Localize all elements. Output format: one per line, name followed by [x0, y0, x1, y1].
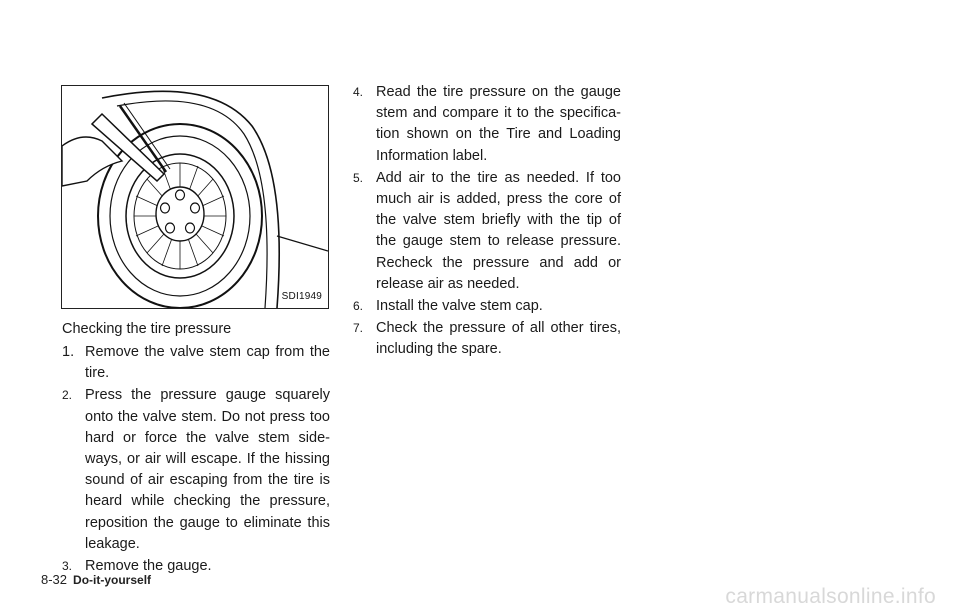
tire-illustration: [62, 86, 328, 308]
step-number: 3.: [62, 559, 73, 574]
step-text: Remove the gauge.: [85, 558, 212, 575]
step-number: 5.: [353, 170, 364, 185]
page-footer: [41, 572, 151, 587]
steps-list-left: [62, 342, 330, 577]
steps-list-right: [353, 82, 621, 361]
step-text: Check the pressure of all other tires, including the spare.: [376, 320, 621, 358]
step-text: Add air to the tire as needed. If too much air is added, press the core of the valve stem briefly with the tip of the gauge stem to release pressure. Recheck the pressure and add or release air as needed.: [376, 169, 621, 292]
step-number: 4.: [353, 85, 364, 99]
step-text: Install the valve stem cap.: [376, 298, 543, 315]
step-number: 2.: [62, 388, 73, 403]
left-column: [62, 319, 330, 578]
step-item: [353, 82, 621, 167]
step-item: [62, 342, 330, 384]
step-item: [353, 168, 621, 295]
step-number: 1.: [62, 344, 75, 360]
step-item: [353, 296, 621, 317]
step-text: Read the tire pressure on the gauge stem and compare it to the specifica-tion shown on the Tire and Loading Information label.: [376, 84, 621, 164]
page-number: 8-32: [41, 572, 68, 587]
tire-pressure-figure: [61, 85, 329, 309]
step-number: 6.: [353, 299, 364, 314]
step-text: Remove the valve stem cap from the tire.: [85, 344, 330, 382]
figure-caption: Checking the tire pressure: [62, 321, 232, 337]
right-column: [353, 82, 621, 362]
step-item: [62, 385, 330, 555]
step-text: Press the pressure gauge squarely onto the valve stem. Do not press too hard or force the valve stem side-ways, or air will escape. If the hissing sound of air escaping from the tire is heard while checking the pressure, reposition the gauge to eliminate this leakage.: [85, 387, 330, 552]
step-item: [353, 318, 621, 360]
step-number: 7.: [353, 321, 364, 336]
watermark: carmanualsonline.info: [725, 585, 936, 608]
section-title: Do-it-yourself: [73, 573, 152, 587]
figure-code: SDI1949: [281, 291, 322, 302]
